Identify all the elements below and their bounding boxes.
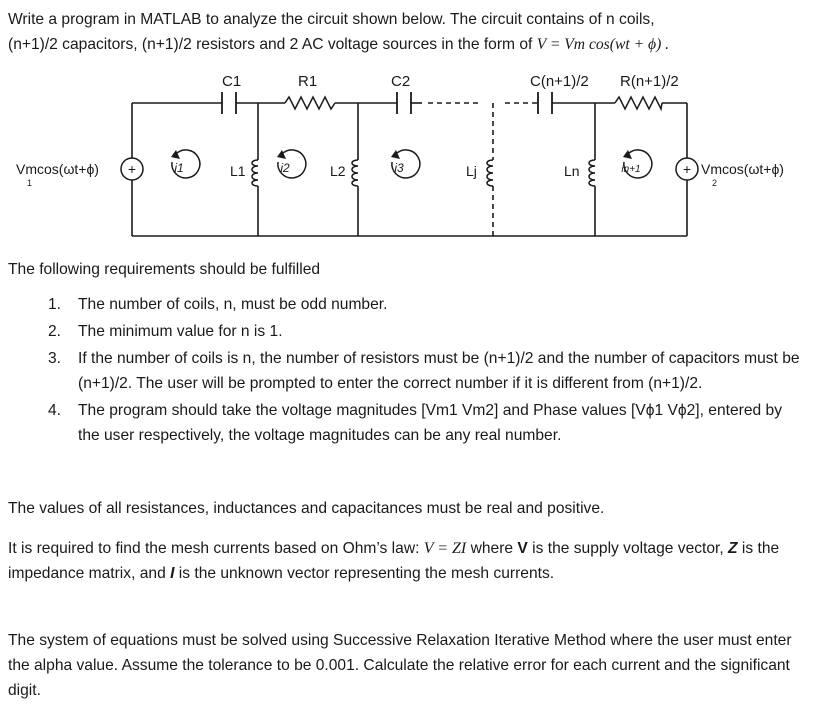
inductor-l2 (352, 160, 358, 186)
circuit-diagram (0, 68, 813, 248)
label-source-left-sub: 1 (27, 178, 33, 188)
requirements-heading: The following requirements should be fulfilled (8, 261, 321, 278)
source-right-plus: + (682, 161, 692, 177)
label-in1: in+1 (621, 164, 641, 175)
label-source-left: Vmcos(ωt+ϕ) (16, 161, 99, 177)
inductor-l1 (252, 160, 258, 186)
inductor-ln (589, 160, 595, 186)
label-i3: i3 (394, 161, 404, 175)
label-c2: C2 (391, 73, 411, 90)
capacitor-cn (538, 92, 552, 114)
intro-line-2: (n+1)/2 capacitors, (n+1)/2 resistors and 2 AC voltage sources in the form of (8, 36, 537, 53)
label-i1: i1 (174, 161, 184, 175)
inductor-lj (487, 160, 493, 186)
intro-formula: V = Vm cos(wt + ϕ) . (536, 36, 670, 53)
requirement-item: 3. If the number of coils is n, the number of resistors must be (n+1)/2 and the number of capacitors must be (n+1)/2. The user will be prompted to enter the correct number if it is different from (n+1)/2. (48, 350, 800, 392)
intro-line-1: Write a program in MATLAB to analyze the circuit shown below. The circuit contains of n coils, (8, 11, 655, 28)
label-source-right-sub: 2 (712, 178, 718, 188)
label-c1: C1 (222, 73, 242, 90)
label-i2: i2 (280, 161, 290, 175)
capacitor-c2 (397, 92, 411, 114)
requirements-list (20, 292, 806, 450)
mesh-note: It is required to find the mesh currents based on Ohm’s law: V = ZI where V is the supply voltage vector, Z is the impedance matrix, and I is the unknown vector representing the mesh currents. (8, 540, 780, 582)
label-cn: C(n+1)/2 (530, 73, 589, 90)
voltage-source-right (676, 158, 698, 180)
requirement-item: 2. The minimum value for n is 1. (48, 323, 283, 340)
voltage-source-left (121, 158, 143, 180)
relaxation-note: The system of equations must be solved using Successive Relaxation Iterative Method where the user must enter the alpha value. Assume the tolerance to be 0.001. Calculate the relative error for each current and the significant digit. (8, 632, 792, 699)
label-ln: Ln (564, 163, 580, 179)
ohms-law-formula: V = ZI (423, 540, 467, 557)
resistor-r1 (285, 97, 335, 109)
intro-paragraph (8, 7, 806, 57)
requirement-item: 1. The number of coils, n, must be odd number. (48, 296, 388, 313)
resistor-rn (615, 97, 662, 109)
label-rn: R(n+1)/2 (620, 73, 679, 90)
label-r1: R1 (298, 73, 318, 90)
values-note: The values of all resistances, inductances and capacitances must be real and positive. (8, 500, 605, 517)
requirement-item: 4. The program should take the voltage magnitudes [Vm1 Vm2] and Phase values [Vϕ1 Vϕ2], entered by the user respectively, the voltage magnitudes can be any real number. (48, 402, 782, 444)
capacitor-c1 (222, 92, 236, 114)
label-l2: L2 (330, 163, 346, 179)
label-lj: Lj (466, 163, 477, 179)
source-left-plus: + (127, 161, 137, 177)
label-l1: L1 (230, 163, 246, 179)
label-source-right: Vmcos(ωt+ϕ) (701, 161, 784, 177)
